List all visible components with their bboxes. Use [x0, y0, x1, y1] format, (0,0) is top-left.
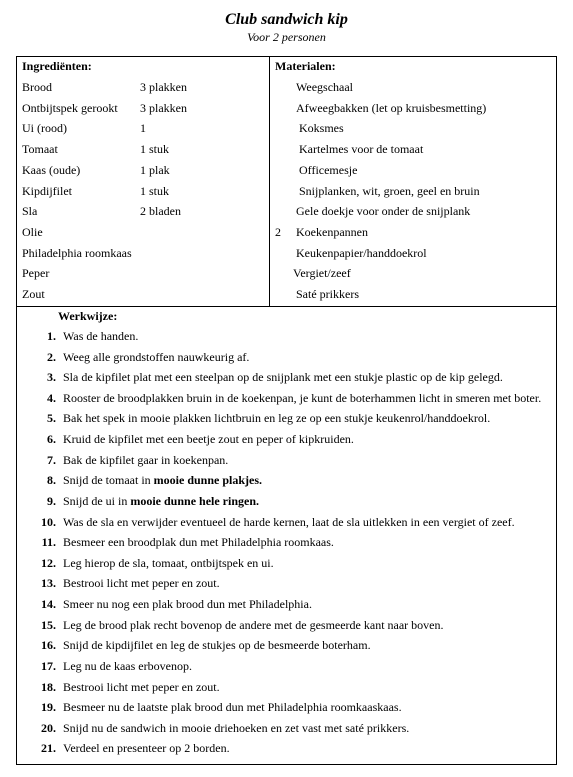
step-number: 15. [41, 617, 56, 632]
ingredient-row [22, 245, 262, 261]
ingredient-name: Peper [22, 266, 50, 281]
step-number: 8. [47, 473, 56, 488]
step-number: 5. [47, 411, 56, 426]
ingredient-quantity: 3 plakken [140, 80, 187, 94]
step-item [0, 452, 573, 468]
step-item [0, 390, 573, 406]
step-number: 12. [41, 555, 56, 570]
step-text [63, 452, 228, 468]
step-number: 1. [47, 329, 56, 343]
recipe-subtitle: Voor 2 personen [247, 30, 326, 44]
step-item [0, 555, 573, 571]
step-number: 19. [41, 700, 56, 715]
step-text-plain: Snijd de kipdijfilet en leg de stukjes op de besmeerde boterham. [63, 638, 371, 653]
step-text-plain: Snijd nu de sandwich in mooie driehoeken en zet vast met saté prikkers. [63, 720, 410, 735]
material-text: Afweegbakken (let op kruisbesmetting) [296, 100, 487, 115]
ingredient-name: Brood [22, 80, 52, 94]
step-number: 17. [41, 658, 56, 673]
material-text: Koksmes [299, 121, 344, 136]
step-item [0, 328, 573, 344]
ingredient-row [22, 141, 262, 157]
step-item [0, 349, 573, 365]
step-text-plain: Rooster de broodplakken bruin in de koekenpan, je kunt de boterhammen licht in smeren met boter. [63, 390, 542, 405]
ingredient-quantity: 1 plak [140, 162, 170, 177]
ingredient-name: Kaas (oude) [22, 162, 81, 177]
step-text-plain: Was de sla en verwijder eventueel de harde kernen, laat de sla uitlekken in een vergiet of zeef. [63, 514, 515, 529]
step-text-plain: Leg hierop de sla, tomaat, ontbijtspek en ui. [63, 555, 274, 570]
step-number: 3. [47, 370, 56, 385]
ingredient-name: Zout [22, 287, 45, 301]
ingredient-quantity: 1 stuk [140, 142, 170, 157]
material-text: Koekenpannen [296, 224, 368, 239]
step-text-plain: Bestrooi licht met peper en zout. [63, 679, 220, 694]
ingredient-row [22, 100, 262, 116]
step-item [0, 699, 573, 715]
ingredient-quantity: 3 plakken [140, 100, 187, 115]
step-text [63, 575, 220, 591]
step-number: 7. [47, 452, 56, 467]
ingredient-name: Sla [22, 204, 38, 219]
step-text-plain: Sla de kipfilet plat met een steelpan op de snijplank met een stukje plastic op de kip gelegd. [63, 370, 503, 385]
material-text: Kartelmes voor de tomaat [299, 142, 424, 157]
step-item [0, 431, 573, 447]
material-text: Keukenpapier/handdoekrol [296, 245, 427, 260]
ingredient-row [22, 120, 262, 136]
step-item [0, 472, 573, 488]
step-item [0, 658, 573, 674]
ingredient-quantity: 1 [140, 121, 146, 136]
step-number: 20. [41, 720, 56, 735]
step-text-plain: Bestrooi licht met peper en zout. [63, 576, 220, 591]
step-text [63, 679, 220, 695]
column-divider [269, 56, 270, 307]
step-text-plain: Leg de brood plak recht bovenop de andere met de gesmeerde kant naar boven. [63, 617, 444, 632]
ingredient-row [22, 183, 262, 199]
ingredient-row [22, 79, 262, 95]
step-text-plain: Snijd de tomaat in [63, 473, 154, 488]
step-item [0, 617, 573, 633]
step-text-plain: Bak het spek in mooie plakken lichtbruin en leg ze op een stukje keukenrol/handdoekrol. [63, 411, 491, 426]
step-number: 2. [47, 349, 56, 364]
ingredient-row [22, 162, 262, 178]
ingredient-name: Ui (rood) [22, 121, 67, 136]
step-text [63, 390, 541, 406]
step-text [63, 740, 230, 756]
step-text-plain: Weeg alle grondstoffen nauwkeurig af. [63, 349, 250, 364]
step-text [63, 658, 192, 674]
ingredient-row [22, 203, 262, 219]
materials-heading: Materialen: [275, 59, 336, 73]
material-text: Officemesje [299, 162, 358, 177]
step-text [63, 472, 262, 488]
ingredient-row [22, 286, 262, 302]
step-text [63, 431, 354, 447]
step-text-emphasis: mooie dunne hele ringen. [130, 493, 260, 508]
step-text-plain: Besmeer een broodplak dun met Philadelphia roomkaas. [63, 535, 334, 550]
ingredients-heading: Ingrediënten: [22, 59, 92, 73]
step-item [0, 493, 573, 509]
material-text: Vergiet/zeef [293, 266, 351, 281]
step-text [63, 534, 334, 550]
step-item [0, 575, 573, 591]
step-item [0, 740, 573, 756]
step-text-plain: Leg nu de kaas erbovenop. [63, 658, 192, 673]
step-item [0, 534, 573, 550]
step-number: 16. [41, 638, 56, 653]
step-text-plain: Kruid de kipfilet met een beetje zout en peper of kipkruiden. [63, 432, 354, 447]
step-text [63, 637, 371, 653]
ingredient-quantity: 1 stuk [140, 183, 170, 198]
step-text [63, 699, 402, 715]
step-item [0, 410, 573, 426]
step-number: 13. [41, 576, 56, 591]
step-text-plain: Besmeer nu de laatste plak brood dun met Philadelphia roomkaaskaas. [63, 700, 402, 715]
step-number: 4. [47, 390, 56, 405]
step-text [63, 410, 490, 426]
step-number: 6. [47, 432, 56, 447]
material-text: Saté prikkers [296, 287, 359, 301]
ingredient-name: Tomaat [22, 142, 58, 157]
material-text: Weegschaal [296, 80, 353, 94]
material-text: Gele doekje voor onder de snijplank [296, 204, 471, 219]
step-item [0, 369, 573, 385]
step-number: 9. [47, 493, 56, 508]
ingredient-name: Ontbijtspek gerookt [22, 100, 118, 115]
step-number: 21. [41, 741, 56, 756]
step-item [0, 637, 573, 653]
step-number: 10. [41, 514, 56, 529]
step-text [63, 596, 312, 612]
step-number: 11. [41, 535, 56, 550]
step-text-plain: Verdeel en presenteer op 2 borden. [63, 741, 230, 756]
step-text [63, 369, 503, 385]
material-text: Snijplanken, wit, groen, geel en bruin [299, 183, 480, 198]
step-item [0, 679, 573, 695]
row-divider [16, 306, 557, 307]
step-number: 14. [41, 597, 56, 612]
step-text [63, 349, 249, 365]
step-text [63, 328, 138, 344]
step-text-plain: Bak de kipfilet gaar in koekenpan. [63, 452, 229, 467]
ingredient-name: Philadelphia roomkaas [22, 245, 132, 260]
step-item [0, 514, 573, 530]
ingredient-row [22, 265, 262, 281]
step-text-plain: Was de handen. [63, 329, 139, 343]
step-text-plain: Snijd de ui in [63, 493, 131, 508]
step-item [0, 720, 573, 736]
ingredient-row [22, 224, 262, 240]
ingredient-name: Olie [22, 224, 43, 239]
step-text-plain: Smeer nu nog een plak brood dun met Philadelphia. [63, 597, 312, 612]
recipe-title: Club sandwich kip [225, 11, 348, 28]
step-text [63, 493, 259, 509]
step-text-emphasis: mooie dunne plakjes. [153, 473, 263, 488]
ingredient-name: Kipdijfilet [22, 183, 72, 198]
step-text [63, 617, 444, 633]
step-item [0, 596, 573, 612]
step-text [63, 555, 274, 571]
werkwijze-heading: Werkwijze: [58, 309, 118, 323]
ingredient-quantity: 2 bladen [140, 204, 181, 219]
step-text [63, 514, 515, 530]
material-count: 2 [275, 224, 281, 239]
step-text [63, 720, 409, 736]
step-number: 18. [41, 679, 56, 694]
